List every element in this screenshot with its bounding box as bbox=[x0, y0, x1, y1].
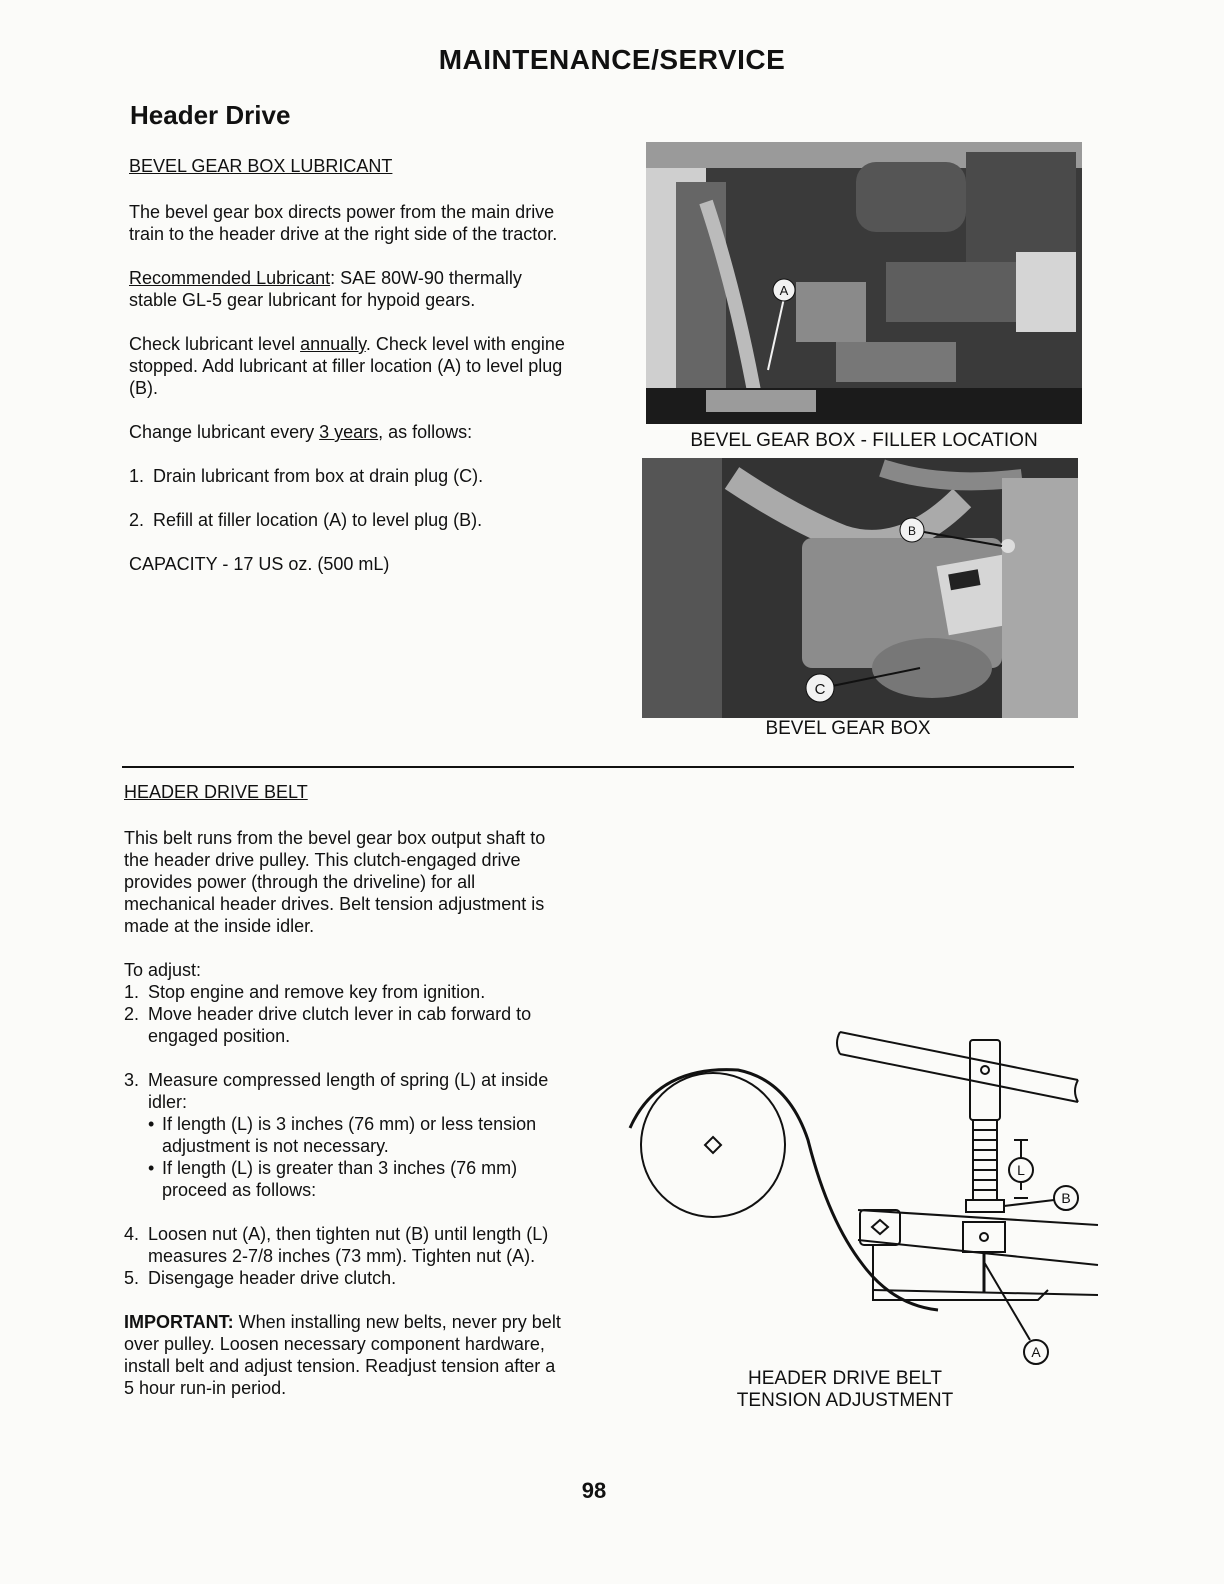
pulley-hub bbox=[705, 1137, 721, 1153]
belt-steps bbox=[124, 981, 566, 1289]
pulley-circle bbox=[641, 1073, 785, 1217]
bullet-item: • If length (L) is 3 inches (76 mm) or less tension adjustment is not necessary. bbox=[148, 1113, 566, 1157]
belt-subheading: HEADER DRIVE BELT bbox=[124, 782, 308, 802]
lubricant-text: : SAE 80W-90 thermally stable GL-5 gear lubricant for hypoid gears. bbox=[129, 268, 522, 310]
check-pre: Check lubricant level bbox=[129, 334, 301, 354]
lubricant-label: Recommended Lubricant bbox=[129, 268, 331, 288]
belt-tension-drawing bbox=[618, 1010, 1104, 1370]
caption-line-2: TENSION ADJUSTMENT bbox=[736, 1390, 954, 1411]
bevel-intro: The bevel gear box directs power from the main drive train to the header drive at the right side of the tractor. bbox=[129, 202, 558, 244]
belt-step: 5. Disengage header drive clutch. bbox=[124, 1268, 397, 1288]
idler-pivot bbox=[860, 1210, 900, 1245]
change-post: , as follows: bbox=[378, 422, 473, 442]
belt-tension-diagram bbox=[618, 1010, 1104, 1370]
caption-line-1: HEADER DRIVE BELT bbox=[748, 1368, 942, 1389]
label-a: A bbox=[1031, 1344, 1041, 1360]
important-label: IMPORTANT: bbox=[124, 1312, 234, 1332]
filler-location-image bbox=[646, 142, 1082, 424]
bevel-gear-box-caption: BEVEL GEAR BOX bbox=[765, 718, 931, 739]
to-adjust: To adjust: bbox=[124, 960, 202, 980]
important-note bbox=[124, 1311, 566, 1399]
label-b: B bbox=[1061, 1190, 1071, 1206]
page-heading: Header Drive bbox=[130, 100, 291, 130]
upper-bracket bbox=[970, 1040, 1000, 1120]
belt-step: 3. Measure compressed length of spring (L) at inside idler: • If length (L) is 3 inches (76 mm) or less tension adjustment is not necessary. • If length (L) is greater than 3 inches (76 mm) proceed as follows: bbox=[124, 1069, 566, 1201]
photo2-label-b: B bbox=[907, 524, 917, 538]
capacity: CAPACITY - 17 US oz. (500 mL) bbox=[129, 554, 390, 574]
important-text: When installing new belts, never pry belt over pulley. Loosen necessary component hardware, install belt and adjust tension. Readjust tension after a 5 hour run-in period. bbox=[124, 1312, 561, 1398]
bevel-step: 2. Refill at filler location (A) to level plug (B). bbox=[129, 510, 483, 530]
label-l: L bbox=[1017, 1162, 1025, 1178]
upper-shaft bbox=[837, 1032, 1078, 1102]
belt-step: 4. Loosen nut (A), then tighten nut (B) until length (L) measures 2-7/8 inches (73 mm). Tighten nut (A). bbox=[124, 1224, 549, 1266]
spring-length-bullets bbox=[148, 1113, 566, 1201]
bevel-step: 1. Drain lubricant from box at drain plug (C). bbox=[129, 466, 484, 486]
section-divider bbox=[122, 766, 1074, 768]
lower-block-bolt bbox=[980, 1233, 988, 1241]
idler-pivot-bolt bbox=[872, 1220, 888, 1234]
leader-b bbox=[1004, 1200, 1054, 1206]
change-frequency: 3 years bbox=[319, 422, 379, 442]
photo2-label-c: C bbox=[814, 681, 826, 698]
page-number: 98 bbox=[581, 1478, 607, 1503]
belt-step: 1. Stop engine and remove key from ignition. bbox=[124, 982, 486, 1002]
belt-intro: This belt runs from the bevel gear box output shaft to the header drive pulley. This clutch-engaged drive provides power (through the driveline) for all mechanical header drives. Belt tension adjustment is made at the inside idler. bbox=[124, 828, 546, 936]
bevel-subheading: BEVEL GEAR BOX LUBRICANT bbox=[129, 156, 393, 176]
check-frequency: annually bbox=[300, 334, 366, 354]
check-post: . Check level with engine stopped. Add lubricant at filler location (A) to level plug (B). bbox=[129, 334, 565, 398]
nut-b bbox=[966, 1200, 1004, 1212]
lubricant-paragraph bbox=[129, 267, 571, 311]
photo1-label-a: A bbox=[779, 283, 789, 298]
bevel-gear-box-photo bbox=[642, 458, 1078, 718]
check-paragraph bbox=[129, 333, 571, 399]
upper-bolt bbox=[981, 1066, 989, 1074]
belt-section bbox=[124, 782, 566, 1399]
drive-belt bbox=[630, 1070, 938, 1310]
lower-bracket-block bbox=[963, 1222, 1005, 1252]
belt-step: 2. Move header drive clutch lever in cab forward to engaged position. bbox=[124, 1004, 532, 1046]
bevel-gear-box-image bbox=[642, 458, 1078, 718]
filler-location-photo bbox=[646, 142, 1082, 424]
belt-diagram-caption bbox=[700, 1368, 990, 1412]
bullet-item: • If length (L) is greater than 3 inches (76 mm) proceed as follows: bbox=[148, 1157, 566, 1201]
filler-location-caption: BEVEL GEAR BOX - FILLER LOCATION bbox=[690, 430, 1038, 451]
change-pre: Change lubricant every bbox=[129, 422, 320, 442]
spring-coils bbox=[973, 1130, 997, 1190]
change-paragraph bbox=[129, 421, 571, 443]
section-title: MAINTENANCE/SERVICE bbox=[438, 44, 786, 75]
bevel-steps bbox=[129, 465, 571, 531]
bevel-section bbox=[129, 156, 571, 575]
